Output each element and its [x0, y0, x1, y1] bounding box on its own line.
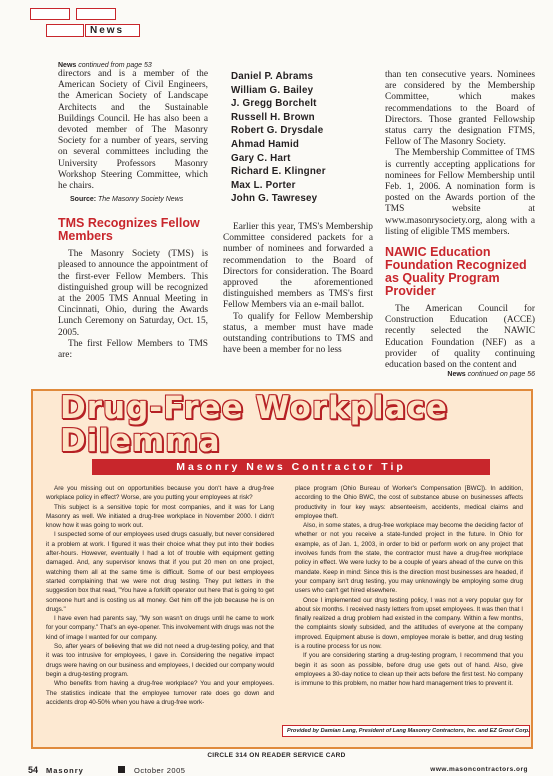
- fellow-member-name: Russell H. Brown: [231, 111, 315, 123]
- page-number: 54: [28, 765, 39, 775]
- feature-paragraph: If you are considering starting a drug-testing program, I recommend that you begin it as soon as possible, before drug use gets out of hand. Also, give employees a 30-day notice to clean up their acts before the first test. No company is immune to this problem, no matter how hard management tries to prevent it.: [295, 652, 523, 688]
- paragraph: directors and is a member of the American Society of Civil Engineers, the American Society of Landscape Architects and the Sustainable Buildings Council. He has also been a devoted member of The Masonry Society for a number of years, serving on several committees including the University Professors Masonry Workshop Steering Committee, which he chairs.: [58, 69, 208, 192]
- fellow-member-name: Max L. Porter: [231, 179, 296, 191]
- continued-on: News continued on page 56: [447, 371, 535, 379]
- fellow-member-name: Daniel P. Abrams: [231, 71, 314, 82]
- column-1: [58, 62, 208, 361]
- feature-paragraph: Once I implemented our drug testing policy, I was not a very popular guy for about six months. I received nasty letters from upset employees. It was then that I finally realized a drug problem had existed in the company. Within a few months, the complaints slowly subsided, and the attitudes of everyone at the company improved. Equipment abuse is down, employee morale is better, and drug testing is a routine process for us now.: [295, 596, 523, 651]
- feature-title-line: Dilemma: [60, 423, 221, 459]
- fellow-member-name: J. Gregg Borchelt: [231, 98, 317, 110]
- column-3: [385, 70, 535, 378]
- header-box: [30, 8, 70, 20]
- feature-title: [60, 392, 530, 458]
- feature-column-left: [46, 484, 274, 707]
- fellow-member-name: Robert G. Drysdale: [231, 125, 324, 137]
- article-heading: TMS Recognizes Fellow Members: [58, 216, 200, 244]
- feature-column-right: [295, 484, 523, 689]
- fellow-members-list: [223, 70, 373, 206]
- paragraph: than ten consecutive years. Nominees are considered by the Membership Committee, which makes recommendations to the Board of Directors. Those granted Fellowship status carry the designation FTMS, Fellow of The Masonry Society.: [385, 70, 535, 148]
- source-credit: Source: The Masonry Society News: [70, 196, 184, 204]
- feature-paragraph: Also, in some states, a drug-free workplace may become the deciding factor of whether or not you receive a state-funded project in the future. In Ohio for example, as of Jan. 1, 2003, in order to bid or perform work on any project that involves funds from the state, the contractor must have a drug-free workplace policy in effect. We were lucky to be a couple of years ahead of the curve on this mandate. Keep in mind: Since this is the direction most businesses are headed, if your company isn't drug testing, you may unknowingly be employing some drug users who can't get hired elsewhere.: [295, 522, 523, 595]
- fellow-member-name: Richard E. Klingner: [231, 166, 326, 178]
- fellow-member-name: John G. Tawresey: [231, 193, 318, 205]
- feature-paragraph: Who benefits from having a drug-free workplace? You and your employees. The statistics indicate that the employee turnover rate does go down and accidents drop 40-50% when you have a drug-free work-: [46, 680, 274, 706]
- square-icon: [118, 766, 125, 773]
- feature-title-line: Drug-Free Workplace: [60, 390, 448, 426]
- magazine-name: Masonry: [46, 766, 84, 775]
- paragraph: The Masonry Society (TMS) is pleased to announce the appointment of the first-ever Fellow Members. This distinguished group will be recognized at the 2005 TMS Annual Meeting in Cincinnati, Ohio, during the Awards Lunch Ceremony on Saturday, Oct. 15, 2005.: [58, 249, 208, 338]
- page-footer: [28, 765, 528, 775]
- header-box: [46, 24, 84, 37]
- paragraph: Earlier this year, TMS's Membership Committee considered packets for a number of nominees and forwarded a recommendation to the Board of Directors for consideration. The Board approved the aforementioned distinguished members as TMS's first Fellow Members via an e-mail ballot.: [223, 221, 373, 311]
- paragraph: The Membership Committee of TMS is currently accepting applications for nominees for Fellow Membership until Feb. 1, 2006. A nomination form is posted on the Awards portion of the TMS website at www.masonrysociety.org, along with a listing of eligible TMS members.: [385, 148, 535, 237]
- feature-paragraph: I suspected some of our employees used drugs casually, but never considered it a problem at work. I figured it was their choice what they put into their bodies after-hours. However, eventually I had a lot of trouble with equipment getting damaged. And, any supervisor knows that if you put 20 men on one project, watching them all at the same time is difficult. Some of our best employees started complaining that we were not drug testing. They put letters in the suggestion box that read, "You have a forklift operator out here that is going to get someone hurt and is costing us all money. Get him off the job because he is on drugs.": [46, 531, 274, 613]
- feature-paragraph: This subject is a sensitive topic for most companies, and it was for Lang Masonry as well. We initiated a drug-free workplace in November 2000. I didn't know how it was going to work out.: [46, 503, 274, 530]
- fellow-member-name: Ahmad Hamid: [231, 138, 300, 150]
- column-2: [223, 70, 373, 356]
- contractor-tip-banner: Masonry News Contractor Tip: [92, 459, 490, 475]
- feature-paragraph: So, after years of believing that we did not need a drug-testing policy, and that it was too intrusive for employees, I gave in. Considering the negative impact drugs were having on our business and employees, I decided our company would begin a drug-testing program.: [46, 643, 274, 678]
- paragraph: To qualify for Fellow Membership status, a member must have made outstanding contributions to TMS and have been a member for no less: [223, 311, 373, 356]
- fellow-member-name: Gary C. Hart: [231, 152, 291, 164]
- paragraph: The first Fellow Members to TMS are:: [58, 338, 208, 361]
- feature-paragraph: I have even had parents say, "My son wasn't on drugs until he came to work for your company." That's an eye-opener. This involvement with drugs was not the kind of image I wanted for our company.: [46, 615, 274, 641]
- website-url: www.masoncontractors.org: [430, 766, 528, 773]
- header-box: [76, 8, 116, 20]
- feature-credit: Provided by Damian Lang, President of Lang Masonry Contractors, Inc. and EZ Grout Corp.: [282, 725, 530, 737]
- feature-paragraph: Are you missing out on opportunities because you don't have a drug-free workplace policy in effect? Worse, are you putting your employees at risk?: [46, 485, 274, 502]
- continued-from: News continued from page 53: [58, 62, 152, 69]
- reader-service-note: CIRCLE 314 ON READER SERVICE CARD: [207, 752, 346, 759]
- fellow-member-name: William G. Bailey: [231, 84, 314, 96]
- issue-date: October 2005: [134, 766, 186, 775]
- section-label: News: [85, 24, 140, 37]
- article-heading: NAWIC Education Foundation Recognized as Quality Program Provider: [385, 245, 527, 299]
- paragraph: The American Council for Construction Education (ACCE) recently selected the NAWIC Education Foundation (NEF) as a provider of quality continuing education based on the content and: [385, 304, 535, 371]
- feature-paragraph: place program (Ohio Bureau of Worker's Compensation [BWC]). In addition, according to the Ohio BWC, the cost of substance abuse on businesses affects productivity in four key ways: absenteeism, accidents, medical claims and employee theft.: [295, 485, 523, 520]
